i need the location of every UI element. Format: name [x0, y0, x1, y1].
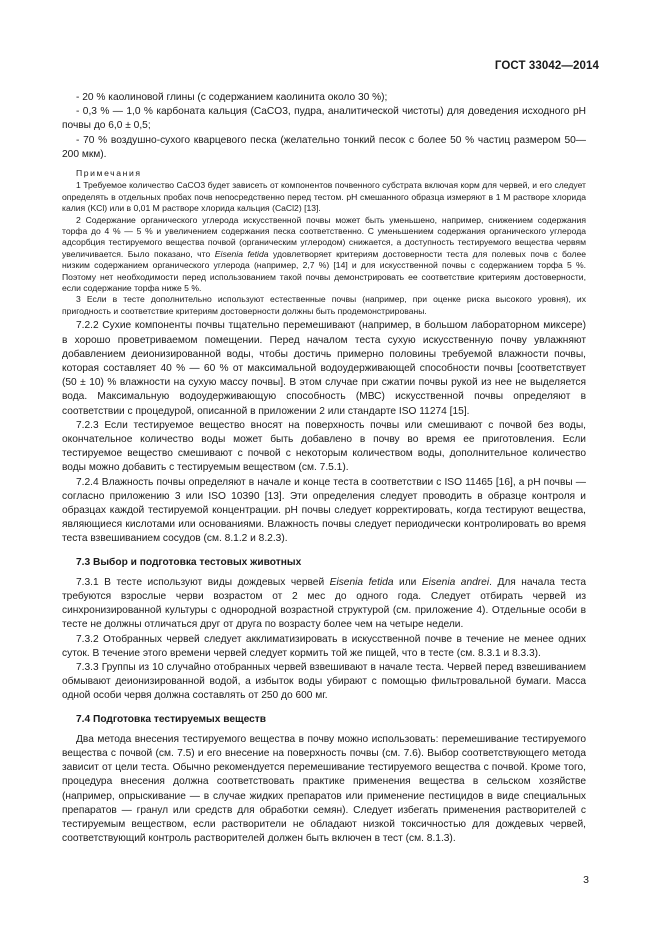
species-name: Eisenia fetida	[329, 576, 394, 588]
note-2-text: 2 Содержание органического углерода искусственной почвы может быть уменьшено, например, снижением содержания торфа до 4 % — 5 % и увеличением содержания песка соответственно. С уменьшением содержания органического углерода адсорбция тестируемого вещества почвой (органическим углеродом) снижается, а доступность тестируемого вещества червям увеличивается. Было показано, что	[62, 214, 586, 259]
section-heading-7-3: 7.3 Выбор и подготовка тестовых животных	[76, 556, 302, 568]
species-name: Eisenia andrei	[421, 576, 490, 588]
paragraph-7-3-1	[62, 576, 586, 633]
list-item: - 20 % каолиновой глины (с содержанием каолинита около 30 %);	[76, 92, 388, 103]
species-name: Eisenia fetida	[214, 248, 269, 259]
note-2-text-cont: удовлетворяет критериям достоверности теста для полевых почв с более низким содержанием органического углерода (например, 2,7 %) [14] и для искусственной почвы с содержанием торфа 5 %. Поэтому нет необходимости перед использованием такой почвы демонстрировать ее соответствие критериям достоверности, если содержание торфа ниже 5 %.	[62, 248, 587, 294]
list-item: - 70 % воздушно-сухого кварцевого песка (желательно тонкий песок с более 50 % частиц размером 50—200 мкм).	[62, 134, 586, 160]
paragraph-7-2-4: 7.2.4 Влажность почвы определяют в начале и конце теста в соответствии с ISO 11465 [16], а pH почвы — согласно приложению 3 или ISO 10390 [13]. Эти определения следует проводить в образце контроля и образцах каждой тестируемой концентрации. pH почвы следует корректировать, когда тестируют вещества, являющиеся кислотами или основаниями. Влажность почвы следует периодически контролировать во время теста взвешиванием сосудов (см. 8.1.2 и 8.2.3).	[62, 476, 586, 545]
paragraph-7-3-3: 7.3.3 Группы из 10 случайно отобранных червей взвешивают в начале теста. Червей перед взвешиванием обмывают деионизированной водой, а избыток воды убирают с помощью фильтровальной бумаги. Масса одной особи червя должна составлять от 250 до 600 мг.	[62, 661, 586, 702]
paragraph-7-4: Два метода внесения тестируемого вещества в почву можно использовать: перемешивание тестируемого вещества с почвой (см. 7.5) и его внесение на поверхность почвы (см. 7.6). Выбор соответствующего метода зависит от цели теста. Обычно рекомендуется перемешивание тестируемого вещества с почвой. Кроме того, процедура внесения должна соответствовать практике применения вещества в сельском хозяйстве (например, опрыскивание — в случае жидких препаратов или применение пестицидов в виде специальных препаратов — гранул или средств для обработки семян). Следует избегать применения растворителей с тестируемым веществом, если растворители не обладают низкой токсичностью для дождевых червей, соответствующий контроль растворителей должен быть включен в тест (см. 8.1.3).	[62, 733, 586, 845]
paragraph-7-2-3: 7.2.3 Если тестируемое вещество вносят на поверхность почвы или смешивают с почвой без воды, окончательное количество воды может быть добавлено в почву во время ее приготовления. Если тестируемое вещество смешивают с почвой с некоторым количеством воды, дополнительное количество воды можно добавить с тестируемым веществом (см. 7.5.1).	[62, 419, 586, 474]
notes-block	[62, 168, 586, 317]
section-heading-7-4: 7.4 Подготовка тестируемых веществ	[76, 713, 267, 725]
paragraph-7-3-2: 7.3.2 Отобранных червей следует акклиматизировать в искусственной почве в течение не менее одних суток. В течение этого времени червей следует кормить той же пищей, что в тесте (см. 8.3.1 и 8.3.3).	[62, 633, 586, 659]
conjunction: или	[399, 576, 417, 588]
note-2	[62, 215, 586, 295]
document-number-header: ГОСТ 33042—2014	[494, 60, 599, 72]
page-number: 3	[583, 874, 589, 886]
paragraph-7-2-2: 7.2.2 Сухие компоненты почвы тщательно перемешивают (например, в большом лабораторном миксере) в хорошо проветриваемом помещении. Перед началом теста сухую искусственную почву увлажняют добавлением деионизированной воды, чтобы достичь примерно половины требуемой влажности почвы, которая составляет 40 % — 60 % от максимальной водоудерживающей способности почвы [соответствует (50 ± 10) % влажности на сухую массу почвы]. В этом случае при сжатии почвы рукой из нее не выделяется вода. Максимальную водоудерживающую способность (МВС) искусственной почвы определяют в соответствии с процедурой, описанной в приложении 2 или стандарте ISO 11274 [15].	[62, 320, 586, 417]
note-1: 1 Требуемое количество CaCO3 будет зависеть от компонентов почвенного субстрата включая корм для червей, и его следует определять в отдельных пробах почв непосредственно перед тестом. pH смешанного образца измеряют в 1 М растворе хлорида калия (KCl) или в 0,01 М растворе хлорида кальция (CaCl2) [13].	[62, 180, 586, 214]
notes-title: Примечания	[76, 168, 142, 179]
paragraph-7-3-1-text-cont: . Для начала теста требуются взрослые черви возрастом от 2 мес до одного года. Следует отбирать червей из синхронизированной культуры с однородной возрастной структурой (см. приложение 4). Отдельные особи в тесте не должны отличаться друг от друга по возрасту более чем на четыре недели.	[62, 576, 586, 631]
list-item: - 0,3 % — 1,0 % карбоната кальция (CaCO3, пудра, аналитической чистоты) для доведения исходного pH почвы до 6,0 ± 0,5;	[62, 106, 586, 132]
note-3: 3 Если в тесте дополнительно используют естественные почвы (например, при оценке риска высокого уровня), их пригодность и соответствие критериям достоверности должны быть продемонстрированы.	[62, 294, 586, 316]
paragraph-7-3-1-text: 7.3.1 В тесте используют виды дождевых червей	[76, 576, 325, 588]
page-content	[62, 91, 586, 846]
